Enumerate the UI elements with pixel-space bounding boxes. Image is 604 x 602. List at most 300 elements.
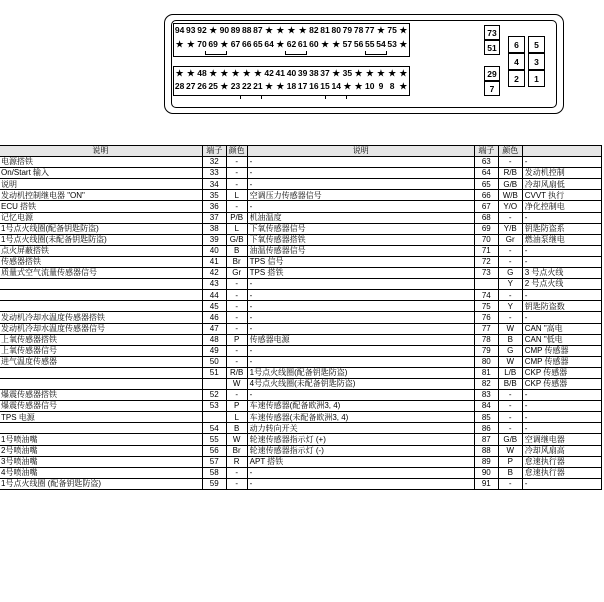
table-cell-d2: - xyxy=(247,290,474,301)
table-cell-n2: 76 xyxy=(474,312,498,323)
table-cell-d1 xyxy=(0,301,202,312)
table-cell-d3: 发动机控制 xyxy=(522,168,601,179)
pin-label: 14 xyxy=(331,81,341,91)
pin-label: 25 xyxy=(208,81,218,91)
pin-label: ★ xyxy=(354,81,363,91)
pin-label: 62 xyxy=(286,39,297,49)
table-row xyxy=(0,401,602,412)
pin-label: 81 xyxy=(320,25,330,35)
pin-label: 22 xyxy=(241,81,252,91)
table-cell-d1: On/Start 输入 xyxy=(0,168,202,179)
table-cell-d2: 下氧传感器搭铁 xyxy=(247,234,474,245)
table-header-row xyxy=(0,146,602,157)
table-cell-c2: - xyxy=(498,412,522,423)
table-cell-d1: 发动机冷却水温度传感器信号 xyxy=(0,323,202,334)
table-cell-d3: CVVT 执行 xyxy=(522,190,601,201)
pin-label: 88 xyxy=(241,25,252,35)
table-cell-c1: B xyxy=(226,423,247,434)
table-cell-c1: L xyxy=(226,412,247,423)
table-row xyxy=(0,390,602,401)
table-cell-c1: Gr xyxy=(226,268,247,279)
table-cell-c1: R/B xyxy=(226,367,247,378)
pin-label: ★ xyxy=(276,25,285,35)
table-cell-n2: 78 xyxy=(474,334,498,345)
pin-label: 18 xyxy=(286,81,297,91)
table-cell-n2: 86 xyxy=(474,423,498,434)
table-row xyxy=(0,478,602,489)
table-cell-c2: P xyxy=(498,456,522,467)
table-cell-n2: 74 xyxy=(474,290,498,301)
pin-label: 67 xyxy=(230,39,241,49)
pin-label: ★ xyxy=(220,81,229,91)
table-cell-c2: Y xyxy=(498,301,522,312)
table-cell-c1: - xyxy=(226,312,247,323)
table-cell-d2: 下氧传感器信号 xyxy=(247,223,474,234)
pin-label: 93 xyxy=(186,25,196,35)
table-cell-n2: 70 xyxy=(474,234,498,245)
column-header-color: 颜色 xyxy=(226,146,247,157)
table-cell-d2: - xyxy=(247,168,474,179)
table-cell-d3: 燃油泵继电 xyxy=(522,234,601,245)
table-cell-n2: 81 xyxy=(474,367,498,378)
table-cell-d2: APT 搭铁 xyxy=(247,456,474,467)
table-cell-d1 xyxy=(0,378,202,389)
table-cell-d1: 1号点火线圈 (配备钥匙防盗) xyxy=(0,478,202,489)
table-cell-d2: - xyxy=(247,345,474,356)
table-row xyxy=(0,434,602,445)
table-cell-c2: R/B xyxy=(498,168,522,179)
table-cell-n2: 75 xyxy=(474,301,498,312)
table-cell-d1: 发动机控制继电器 "ON" xyxy=(0,190,202,201)
table-cell-c1: - xyxy=(226,201,247,212)
table-cell-c1: - xyxy=(226,157,247,168)
pin-label: ★ xyxy=(298,25,307,35)
table-cell-d3: - xyxy=(522,390,601,401)
table-cell-d3: 怠速执行器 xyxy=(522,467,601,478)
table-cell-d3: 3 号点火线 xyxy=(522,268,601,279)
table-cell-c2: W xyxy=(498,323,522,334)
table-cell-d1: 上氧传感器信号 xyxy=(0,345,202,356)
table-cell-d3: CAN "低电 xyxy=(522,334,601,345)
table-cell-c2: - xyxy=(498,390,522,401)
pin-label: 28 xyxy=(174,81,185,91)
pin-label: 82 xyxy=(309,25,319,35)
table-cell-d2: - xyxy=(247,323,474,334)
table-cell-n1: 46 xyxy=(202,312,226,323)
table-cell-c2: W xyxy=(498,356,522,367)
pin-label: 41 xyxy=(275,68,286,78)
table-cell-c1: W xyxy=(226,434,247,445)
table-cell-n1: 50 xyxy=(202,356,226,367)
table-cell-d2: - xyxy=(247,301,474,312)
table-cell-n1 xyxy=(202,378,226,389)
table-cell-n1: 34 xyxy=(202,179,226,190)
pin-label: 21 xyxy=(253,81,263,91)
table-row xyxy=(0,334,602,345)
key-bar xyxy=(325,95,347,99)
table-cell-c2: - xyxy=(498,256,522,267)
pin-label: ★ xyxy=(265,25,273,35)
table-cell-c1: Br xyxy=(226,445,247,456)
table-cell-d2: - xyxy=(247,478,474,489)
pin-label: ★ xyxy=(399,81,408,91)
pin-label: 55 xyxy=(365,39,375,49)
pin-label: 61 xyxy=(297,39,308,49)
pin-label: 40 xyxy=(286,68,297,78)
pin-label: 92 xyxy=(197,25,207,35)
table-cell-d3: - xyxy=(522,256,601,267)
pin-label: ★ xyxy=(220,39,229,49)
table-cell-n1: 39 xyxy=(202,234,226,245)
table-cell-d2: 传感器电源 xyxy=(247,334,474,345)
pin-label: 27 xyxy=(186,81,196,91)
table-cell-n1: 35 xyxy=(202,190,226,201)
table-cell-n2: 82 xyxy=(474,378,498,389)
pin-label: ★ xyxy=(265,81,273,91)
table-cell-d1: 1号点火线圈(配备钥匙防盗) xyxy=(0,223,202,234)
pin-label: 51 xyxy=(484,40,500,55)
table-cell-d2: TPS 搭铁 xyxy=(247,268,474,279)
pin-label: ★ xyxy=(399,25,408,35)
table-row xyxy=(0,256,602,267)
table-cell-c1: - xyxy=(226,345,247,356)
pin-label: 8 xyxy=(389,81,395,91)
pin-label: 57 xyxy=(342,39,353,49)
table-cell-d3: CAN "高电 xyxy=(522,323,601,334)
table-cell-d3: - xyxy=(522,412,601,423)
pin-label: ★ xyxy=(186,68,195,78)
table-cell-d3: 冷却风扇低 xyxy=(522,179,601,190)
table-cell-n1: 43 xyxy=(202,279,226,290)
pin-label: 26 xyxy=(197,81,207,91)
table-cell-c1: G/B xyxy=(226,234,247,245)
table-cell-d2: 空调压力传感器信号 xyxy=(247,190,474,201)
table-body xyxy=(0,157,602,490)
pin-label: ★ xyxy=(354,68,363,78)
table-cell-d3: CMP 传感器 xyxy=(522,356,601,367)
table-cell-n1: 58 xyxy=(202,467,226,478)
table-cell-n2: 83 xyxy=(474,390,498,401)
table-cell-n2: 68 xyxy=(474,212,498,223)
pin-label: 79 xyxy=(342,25,353,35)
table-cell-d1: 爆震传感器搭铁 xyxy=(0,390,202,401)
pin-label: ★ xyxy=(254,68,262,78)
table-cell-d3: CKP 传感器 xyxy=(522,378,601,389)
table-cell-c1: P xyxy=(226,334,247,345)
table-cell-d3: 怠速执行器 xyxy=(522,456,601,467)
pin-label: 48 xyxy=(197,68,207,78)
pin-label: 1 xyxy=(528,70,545,87)
table-cell-d1: 质量式空气流量传感器信号 xyxy=(0,268,202,279)
table-cell-d1: 电源搭铁 xyxy=(0,157,202,168)
table-cell-d3: 净化控制电 xyxy=(522,201,601,212)
column-header-description-cont xyxy=(522,146,601,157)
table-cell-n1: 37 xyxy=(202,212,226,223)
pin-label: ★ xyxy=(276,39,285,49)
table-cell-c1: B xyxy=(226,245,247,256)
table-row xyxy=(0,412,602,423)
table-cell-d2: 轮速传感器指示灯 (-) xyxy=(247,445,474,456)
table-cell-n1: 49 xyxy=(202,345,226,356)
table-cell-c1: W xyxy=(226,378,247,389)
pin-label: 78 xyxy=(353,25,364,35)
column-header-color: 颜色 xyxy=(498,146,522,157)
column-header-description: 说明 xyxy=(247,146,474,157)
table-cell-d1: TPS 电源 xyxy=(0,412,202,423)
table-cell-d3: - xyxy=(522,290,601,301)
table-cell-n2: 84 xyxy=(474,401,498,412)
table-cell-n2: 69 xyxy=(474,223,498,234)
table-cell-n2: 67 xyxy=(474,201,498,212)
table-cell-c2: - xyxy=(498,312,522,323)
table-cell-d1: 进气温度传感器 xyxy=(0,356,202,367)
table-cell-d2: 1号点火线圈(配备钥匙防盗) xyxy=(247,367,474,378)
table-row xyxy=(0,323,602,334)
table-cell-c1: - xyxy=(226,168,247,179)
pin-description-table xyxy=(0,145,602,490)
table-row xyxy=(0,212,602,223)
pin-label: ★ xyxy=(332,39,341,49)
pin-label: 66 xyxy=(241,39,252,49)
table-row xyxy=(0,190,602,201)
table-cell-n2: 65 xyxy=(474,179,498,190)
pin-label: 23 xyxy=(230,81,241,91)
table-cell-d2: 动力转向开关 xyxy=(247,423,474,434)
pin-label: 89 xyxy=(230,25,241,35)
table-row xyxy=(0,290,602,301)
table-cell-d2: - xyxy=(247,279,474,290)
table-cell-c2: B xyxy=(498,334,522,345)
table-cell-c2: - xyxy=(498,157,522,168)
table-row xyxy=(0,456,602,467)
table-cell-d3: - xyxy=(522,423,601,434)
table-row xyxy=(0,223,602,234)
table-row xyxy=(0,356,602,367)
table-cell-d2: 4号点火线圈(未配备钥匙防盗) xyxy=(247,378,474,389)
pin-label: ★ xyxy=(209,68,217,78)
pin-label: ★ xyxy=(377,68,385,78)
pin-label: 60 xyxy=(309,39,319,49)
table-cell-d1: 点火屏蔽搭铁 xyxy=(0,245,202,256)
pin-row-2b xyxy=(174,81,409,91)
table-cell-c2: B xyxy=(498,467,522,478)
table-row xyxy=(0,245,602,256)
table-cell-c2: - xyxy=(498,290,522,301)
table-row xyxy=(0,345,602,356)
pin-label: 70 xyxy=(197,39,207,49)
table-cell-c1: P/B xyxy=(226,212,247,223)
table-cell-d2: - xyxy=(247,179,474,190)
pin-label: 53 xyxy=(387,39,397,49)
table-cell-n1: 52 xyxy=(202,390,226,401)
table-cell-c2: Y/B xyxy=(498,223,522,234)
table-cell-d1 xyxy=(0,423,202,434)
pin-label: 16 xyxy=(309,81,319,91)
table-cell-n1: 45 xyxy=(202,301,226,312)
key-bar xyxy=(205,51,227,55)
table-cell-d1: 记忆电源 xyxy=(0,212,202,223)
table-cell-n2: 73 xyxy=(474,268,498,279)
table-cell-d1: ECU 搭铁 xyxy=(0,201,202,212)
pin-label: ★ xyxy=(332,68,341,78)
table-row xyxy=(0,234,602,245)
pin-label: ★ xyxy=(343,81,352,91)
column-header-terminal: 端子 xyxy=(474,146,498,157)
pin-label: ★ xyxy=(175,68,184,78)
pin-label: ★ xyxy=(321,39,329,49)
table-cell-c2: - xyxy=(498,423,522,434)
table-cell-d1: 发动机冷却水温度传感器搭铁 xyxy=(0,312,202,323)
table-cell-c2: - xyxy=(498,478,522,489)
table-cell-d3: 钥匙防盗系 xyxy=(522,223,601,234)
table-cell-n1: 33 xyxy=(202,168,226,179)
table-cell-d1: 1号喷油嘴 xyxy=(0,434,202,445)
table-cell-d3: - xyxy=(522,401,601,412)
pin-label: 75 xyxy=(387,25,397,35)
pin-label: 9 xyxy=(378,81,384,91)
table-cell-n1 xyxy=(202,412,226,423)
table-cell-c2: B/B xyxy=(498,378,522,389)
table-cell-d1: 传感器搭铁 xyxy=(0,256,202,267)
key-bar xyxy=(240,95,262,99)
table-cell-n1: 56 xyxy=(202,445,226,456)
pin-label: 56 xyxy=(353,39,364,49)
pin-label: 6 xyxy=(508,36,525,53)
table-cell-n1: 44 xyxy=(202,290,226,301)
table-cell-d3: - xyxy=(522,312,601,323)
table-cell-n1: 38 xyxy=(202,223,226,234)
table-cell-d2: - xyxy=(247,467,474,478)
table-cell-c2: - xyxy=(498,212,522,223)
pin-label: ★ xyxy=(377,25,385,35)
pin-label: ★ xyxy=(399,68,408,78)
pin-label: 69 xyxy=(208,39,218,49)
table-cell-n2: 66 xyxy=(474,190,498,201)
pin-label: 35 xyxy=(342,68,353,78)
pin-label: ★ xyxy=(287,25,296,35)
pin-label: 94 xyxy=(174,25,185,35)
table-cell-c2: - xyxy=(498,245,522,256)
table-row xyxy=(0,268,602,279)
table-cell-d2: - xyxy=(247,201,474,212)
pin-label: ★ xyxy=(388,68,396,78)
table-cell-d1 xyxy=(0,367,202,378)
table-cell-c2: Gr xyxy=(498,234,522,245)
pin-label: 4 xyxy=(508,53,525,70)
table-cell-d1: 3号喷油嘴 xyxy=(0,456,202,467)
table-cell-c2: - xyxy=(498,401,522,412)
pin-label: ★ xyxy=(365,68,374,78)
pin-label: 5 xyxy=(528,36,545,53)
table-cell-n1: 42 xyxy=(202,268,226,279)
table-cell-d3: 空调继电器 xyxy=(522,434,601,445)
pin-label: 17 xyxy=(297,81,308,91)
table-cell-n2: 88 xyxy=(474,445,498,456)
table-cell-d1: 爆震传感器信号 xyxy=(0,401,202,412)
pin-label: 3 xyxy=(528,53,545,70)
table-cell-d2: 车速传感器(未配备欧洲3, 4) xyxy=(247,412,474,423)
table-cell-n1: 57 xyxy=(202,456,226,467)
table-row xyxy=(0,301,602,312)
pin-label: 65 xyxy=(253,39,263,49)
pin-label: 2 xyxy=(508,70,525,87)
table-cell-n2: 87 xyxy=(474,434,498,445)
table-cell-d2: - xyxy=(247,356,474,367)
pin-label: 90 xyxy=(219,25,230,35)
pin-label: ★ xyxy=(276,81,285,91)
table-cell-n2: 79 xyxy=(474,345,498,356)
pin-label: ★ xyxy=(399,39,408,49)
table-cell-d1 xyxy=(0,290,202,301)
column-header-description: 说明 xyxy=(0,146,202,157)
pin-label: 87 xyxy=(253,25,263,35)
pin-label: 64 xyxy=(264,39,274,49)
pin-label: ★ xyxy=(242,68,251,78)
table-cell-d3: - xyxy=(522,245,601,256)
table-cell-c2: G/B xyxy=(498,434,522,445)
table-row xyxy=(0,201,602,212)
key-bar xyxy=(365,51,387,55)
pin-label: ★ xyxy=(231,68,240,78)
pin-label: 37 xyxy=(320,68,330,78)
pin-label: ★ xyxy=(220,68,229,78)
table-row xyxy=(0,423,602,434)
table-row xyxy=(0,467,602,478)
pin-label: 10 xyxy=(365,81,375,91)
pin-label: 42 xyxy=(264,68,274,78)
table-cell-d3: 钥匙防盗数 xyxy=(522,301,601,312)
table-cell-n1: 32 xyxy=(202,157,226,168)
table-cell-c1: - xyxy=(226,390,247,401)
table-cell-c1: L xyxy=(226,190,247,201)
table-cell-c2: Y/O xyxy=(498,201,522,212)
table-cell-n2: 89 xyxy=(474,456,498,467)
table-cell-c2: G xyxy=(498,345,522,356)
table-cell-c2: L/B xyxy=(498,367,522,378)
table-row xyxy=(0,179,602,190)
table-row xyxy=(0,157,602,168)
table-cell-c1: - xyxy=(226,290,247,301)
table-cell-d1: 说明 xyxy=(0,179,202,190)
table-cell-d1: 2号喷油嘴 xyxy=(0,445,202,456)
pin-label: 7 xyxy=(484,81,500,96)
table-cell-n2: 85 xyxy=(474,412,498,423)
pin-label: 80 xyxy=(331,25,341,35)
table-cell-n1: 51 xyxy=(202,367,226,378)
table-cell-d3: - xyxy=(522,157,601,168)
table-cell-n2: 63 xyxy=(474,157,498,168)
pin-row-2a xyxy=(174,68,409,78)
table-cell-d2: 轮速传感器指示灯 (+) xyxy=(247,434,474,445)
table-cell-d2: 油温传感器信号 xyxy=(247,245,474,256)
table-row xyxy=(0,367,602,378)
table-cell-n1: 48 xyxy=(202,334,226,345)
table-cell-n1: 59 xyxy=(202,478,226,489)
table-row xyxy=(0,378,602,389)
table-row xyxy=(0,445,602,456)
pin-label: 39 xyxy=(297,68,308,78)
table-cell-d3: 2 号点火线 xyxy=(522,279,601,290)
pin-label: ★ xyxy=(186,39,195,49)
table-cell-c1: - xyxy=(226,478,247,489)
table-cell-n1: 40 xyxy=(202,245,226,256)
pin-row-1b xyxy=(174,39,409,49)
table-cell-c1: - xyxy=(226,179,247,190)
table-cell-n1: 54 xyxy=(202,423,226,434)
table-cell-d2: - xyxy=(247,312,474,323)
table-row xyxy=(0,312,602,323)
table-cell-d3: 冷却风扇高 xyxy=(522,445,601,456)
